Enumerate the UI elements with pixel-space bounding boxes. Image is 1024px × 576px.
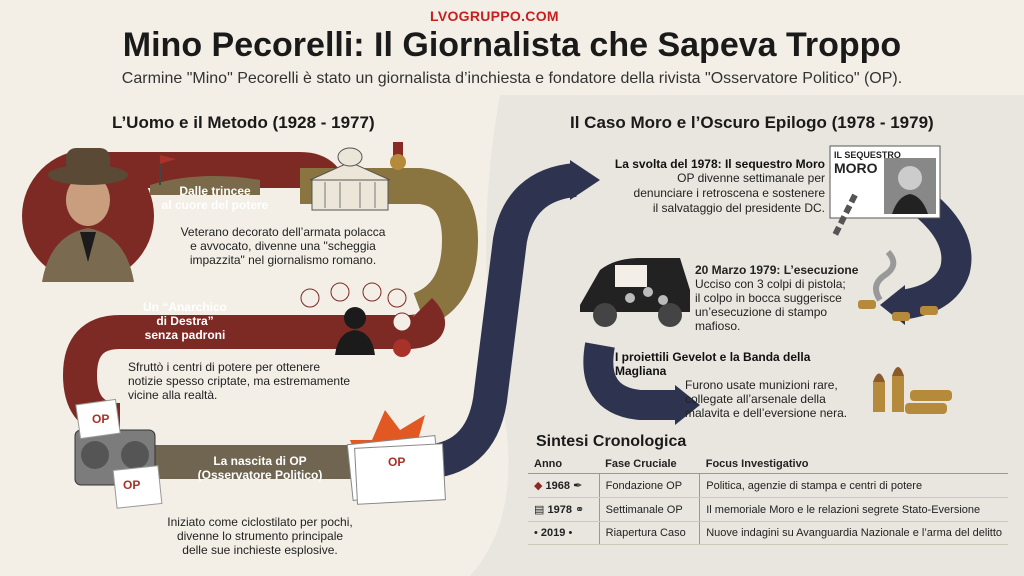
year-cell: • 2019 • (528, 522, 599, 545)
step3-text: Iniziato come ciclostilato per pochi, divenne lo strumento principale delle sue inchieste esplosive. (167, 515, 353, 557)
year-cell: ▤ 1978 ⚭ (528, 498, 599, 522)
focus-cell: Nuove indagini su Avanguardia Nazionale e l’arma del delitto (700, 522, 1008, 545)
year-cell: ◆ 1968 ✒ (528, 474, 599, 498)
column-focus: Focus Investigativo (700, 455, 1008, 474)
step1-label: Dalle trincee al cuore del potere (161, 184, 269, 212)
table-row (528, 498, 1008, 522)
column-year: Anno (528, 455, 599, 474)
right-step2: 20 Marzo 1979: L’esecuzione Ucciso con 3 colpi di pistola; il colpo in bocca suggerisce un’esecuzione di stampo mafioso. (695, 263, 859, 333)
page-subtitle: Carmine "Mino" Pecorelli è stato un giornalista d’inchiesta e fondatore della rivista "Osservatore Politico" (OP). (121, 70, 903, 87)
column-phase: Fase Cruciale (599, 455, 700, 474)
medal (390, 142, 406, 170)
phase-cell: Riapertura Caso (599, 522, 700, 545)
page-title: Mino Pecorelli: Il Giornalista che Sapeva Troppo (122, 26, 902, 64)
right-section-heading: Il Caso Moro e l’Oscuro Epilogo (1978 - 1979) (570, 113, 934, 132)
step2-text: Sfruttò i centri di potere per ottenere notizie spesso criptate, ma estremamente vicine alla realtà. (128, 360, 351, 402)
timeline-heading: Sintesi Cronologica (536, 433, 687, 450)
focus-cell: Politica, agenzie di stampa e centri di potere (700, 474, 1008, 498)
table-row (528, 522, 1008, 545)
step1-text: Veterano decorato dell’armata polacca e avvocato, divenne una "scheggia impazzita" nel giornalismo romano. (180, 225, 386, 267)
step2-label: Un “Anarchico di Destra” senza padroni (142, 300, 227, 342)
focus-cell: Il memoriale Moro e le relazioni segrete Stato-Eversione (700, 498, 1008, 522)
stack-paper-label: OP (388, 455, 406, 469)
moro-newspaper-headline: IL SEQUESTRO MORO (834, 150, 901, 176)
table-row (528, 474, 1008, 498)
phase-cell: Fondazione OP (599, 474, 700, 498)
timeline-table (528, 455, 1008, 545)
timeline-header-row (528, 455, 1008, 474)
pen-icon: ✒ (573, 480, 583, 492)
press-paper-label-1: OP (92, 412, 110, 426)
medal-icon: ◆ (534, 480, 543, 492)
bullet-icon: • (568, 527, 573, 539)
newspaper-icon: ▤ (534, 504, 545, 516)
left-section-heading: L’Uomo e il Metodo (1928 - 1977) (112, 113, 375, 132)
chain-icon: ⚭ (575, 504, 585, 516)
bullet-icon: • (534, 527, 538, 539)
right-step3: I proiettili Gevelot e la Banda della Magliana Furono usate munizioni rare, collegate all’arsenale della malavita e dell’eversione nera. (615, 350, 848, 420)
right-step1: La svolta del 1978: Il sequestro Moro OP divenne settimanale per denunciare i retroscena e sostenere il salvataggio del presidente DC. (614, 157, 825, 215)
step3-label: La nascita di OP (Osservatore Politico) (197, 454, 323, 482)
site-logo[interactable]: LVOGRUPPO.COM (430, 8, 559, 24)
press-paper-label-2: OP (123, 478, 141, 492)
phase-cell: Settimanale OP (599, 498, 700, 522)
